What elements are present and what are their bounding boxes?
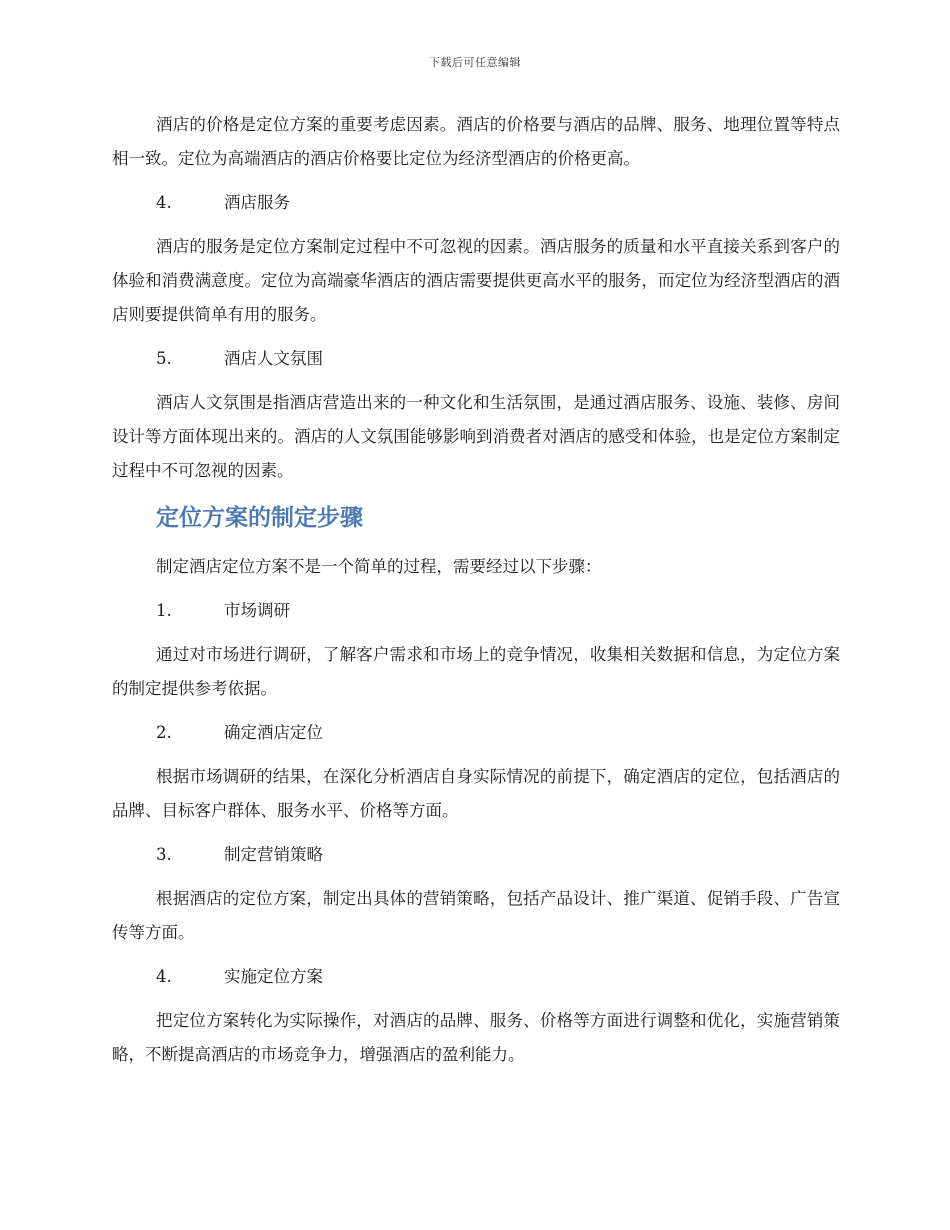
section-heading: 定位方案的制定步骤 — [156, 505, 363, 531]
list-item-implement-plan — [112, 960, 840, 994]
list-item-number: 4. — [156, 967, 172, 986]
paragraph-atmosphere: 酒店人文氛围是指酒店营造出来的一种文化和生活氛围，是通过酒店服务、设施、装修、房间设计等方面体现出来的。酒店的人文氛围能够影响到消费者对酒店的感受和体验，也是定位方案制定过程中不可忽视的因素。 — [112, 393, 840, 480]
list-item-number: 2. — [156, 723, 172, 742]
paragraph-determine-positioning: 根据市场调研的结果，在深化分析酒店自身实际情况的前提下，确定酒店的定位，包括酒店的品牌、目标客户群体、服务水平、价格等方面。 — [112, 767, 840, 820]
list-item-title: 市场调研 — [224, 601, 290, 620]
paragraph-service: 酒店的服务是定位方案制定过程中不可忽视的因素。酒店服务的质量和水平直接关系到客户的体验和消费满意度。定位为高端豪华酒店的酒店需要提供更高水平的服务，而定位为经济型酒店的酒店则要提供简单有用的服务。 — [112, 237, 840, 324]
list-item-title: 确定酒店定位 — [224, 723, 323, 742]
list-item-title: 制定营销策略 — [224, 845, 323, 864]
list-item-title: 酒店人文氛围 — [224, 349, 323, 368]
list-item-hotel-atmosphere — [112, 342, 840, 376]
list-item-title: 实施定位方案 — [224, 967, 323, 986]
paragraph-market-research: 通过对市场进行调研，了解客户需求和市场上的竞争情况，收集相关数据和信息，为定位方案的制定提供参考依据。 — [112, 645, 840, 698]
list-item-determine-positioning — [112, 716, 840, 750]
list-item-number: 3. — [156, 845, 172, 864]
document-body — [112, 108, 840, 1082]
paragraph-steps-intro: 制定酒店定位方案不是一个简单的过程，需要经过以下步骤： — [156, 557, 602, 576]
list-item-title: 酒店服务 — [224, 193, 290, 212]
list-item-marketing-strategy — [112, 838, 840, 872]
list-item-number: 4. — [156, 193, 172, 212]
list-item-hotel-service — [112, 186, 840, 220]
paragraph-marketing-strategy: 根据酒店的定位方案，制定出具体的营销策略，包括产品设计、推广渠道、促销手段、广告宣传等方面。 — [112, 889, 840, 942]
list-item-number: 1. — [156, 601, 172, 620]
header-note: 下载后可任意编辑 — [429, 56, 521, 69]
list-item-market-research — [112, 594, 840, 628]
list-item-number: 5. — [156, 349, 172, 368]
paragraph-price: 酒店的价格是定位方案的重要考虑因素。酒店的价格要与酒店的品牌、服务、地理位置等特点相一致。定位为高端酒店的酒店价格要比定位为经济型酒店的价格更高。 — [112, 115, 840, 168]
paragraph-implement-plan: 把定位方案转化为实际操作，对酒店的品牌、服务、价格等方面进行调整和优化，实施营销策略，不断提高酒店的市场竞争力，增强酒店的盈利能力。 — [112, 1011, 840, 1064]
